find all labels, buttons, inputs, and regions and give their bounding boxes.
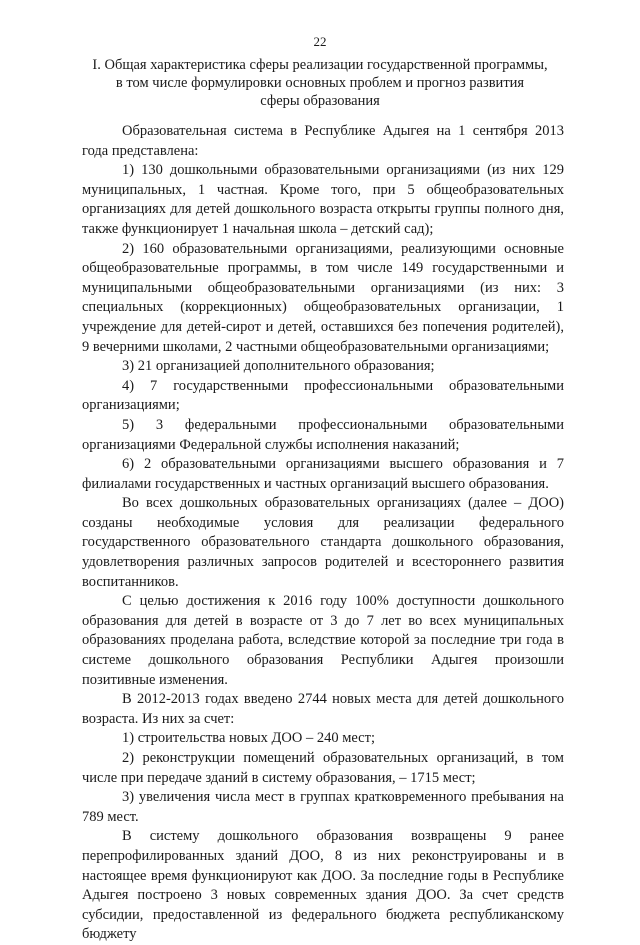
list-item-reconstruction: 2) реконструкции помещений образовательных организаций, в том числе при передаче зданий в систему образования, – 1715 мест; [82,750,564,786]
paragraph-new-places: В 2012-2013 годах введено 2744 новых места для детей дошкольного возраста. Из них за счет: [82,691,564,727]
paragraph-accessibility: С целью достижения к 2016 году 100% доступности дошкольного образования для детей в возрасте от 3 до 7 лет во всех муниципальных образованиях проделана работа, вследствие которой за последние три года в системе дошкольного образования Республики Адыгея произошли позитивные изменения. [82,593,564,688]
list-item-short-stay-groups: 3) увеличения числа мест в группах кратковременного пребывания на 789 мест. [82,789,564,825]
list-item-vocational-federal: 5) 3 федеральными профессиональными образовательными организациями Федеральной службы исполнения наказаний; [82,416,564,453]
list-item-general-education: 2) 160 образовательными организациями, реализующими основные общеобразовательные программы, в том числе 149 государственными и муниципальными общеобразовательными организациями (из них: 3 специальных (коррекционных) общеобразовательных организации, 1 учреждение для детей-сирот и детей, оставшихся без попечения родителей), 9 вечерними школами, 2 частными общеобразовательными организациями; [82,240,564,355]
paragraph-returned-buildings: В систему дошкольного образования возвращены 9 ранее перепрофилированных зданий ДОО, 8 из них реконструированы и в настоящее время функционируют как ДОО. За последние годы в Республике Адыгея построено 3 новых современных здания ДОО. За счет средств субсидии, предоставленной из федерального бюджета республиканскому бюджету [82,828,564,943]
paragraph-intro: Образовательная система в Республике Адыгея на 1 сентября 2013 года представлена: [82,123,564,159]
heading-line-2: в том числе формулировки основных проблем и прогноз развития [115,75,525,91]
paragraph-doo-conditions: Во всех дошкольных образовательных организациях (далее – ДОО) созданы необходимые условия для реализации федерального государственного образовательного стандарта дошкольного образования, удовлетворения различных запросов родителей и всестороннего развития воспитанников. [82,495,564,590]
list-item-additional-education: 3) 21 организацией дополнительного образования; [122,358,435,375]
list-item-vocational-state: 4) 7 государственными профессиональными образовательными организациями; [82,377,564,414]
heading-line-1: I. Общая характеристика сферы реализации государственной программы, [92,57,548,73]
list-item-higher-education: 6) 2 образовательными организациями высшего образования и 7 филиалами государственных и частных организаций высшего образования. [82,456,564,492]
document-body [82,122,564,945]
heading-line-3: сферы образования [260,93,380,109]
list-item-construction: 1) строительства новых ДОО – 240 мест; [122,730,375,747]
list-item-preschool: 1) 130 дошкольными образовательными организациями (из них 129 муниципальных, 1 частная. Кроме того, при 5 общеобразовательных организациях для детей дошкольного возраста открыты группы полного дня, также функционирует 1 начальная школа – детский сад); [82,162,564,237]
page-number: 22 [313,34,327,49]
section-heading [60,56,580,110]
